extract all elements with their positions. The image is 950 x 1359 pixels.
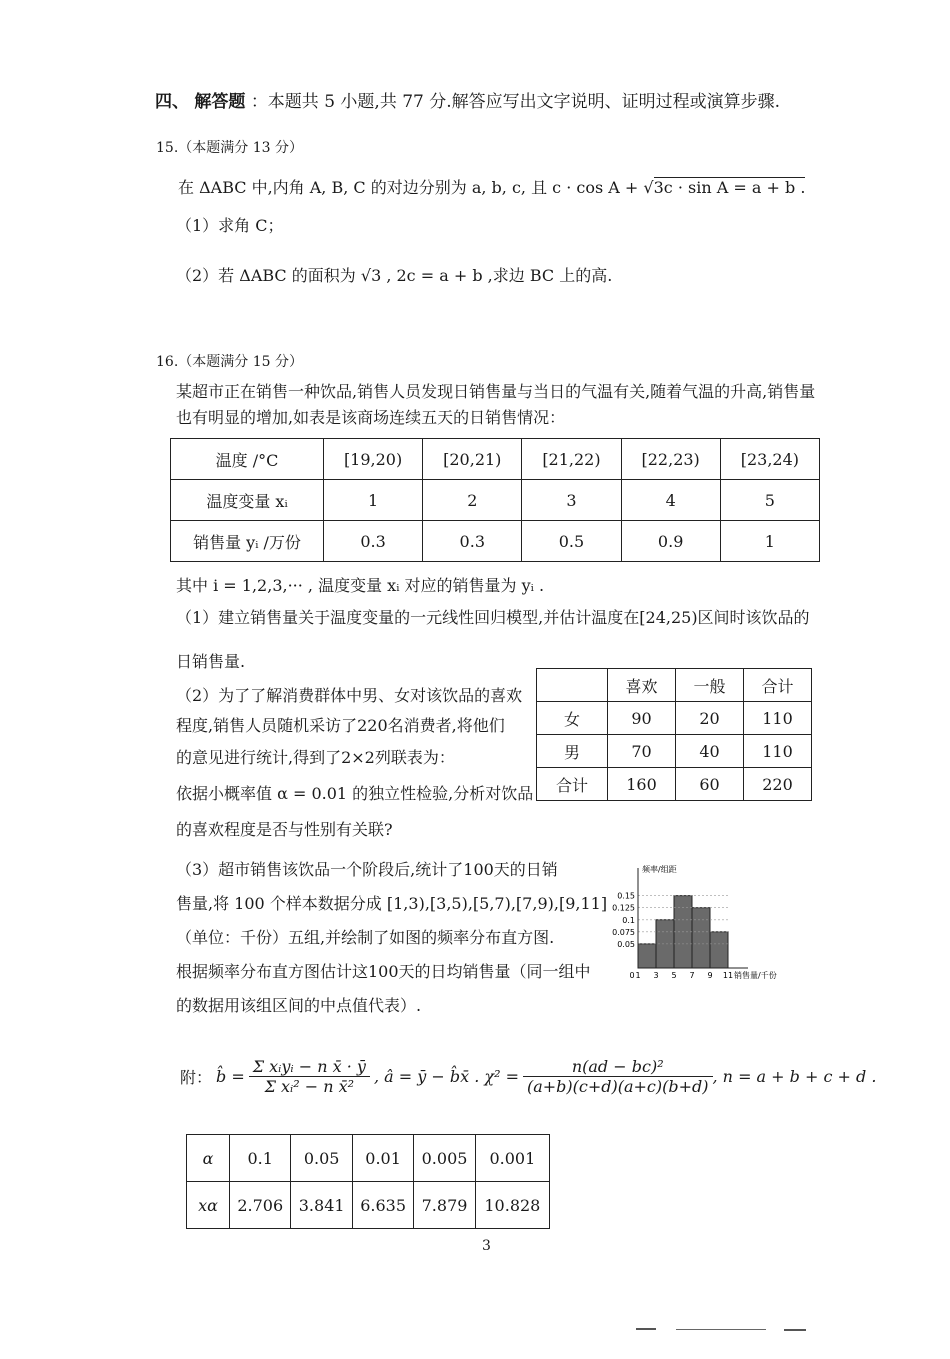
table-cell: 90 (608, 702, 676, 735)
q16-part3-line: 的数据用该组区间的中点值代表）. (176, 996, 422, 1015)
table-cell: 0.5 (522, 521, 621, 562)
table-cell (537, 669, 608, 702)
y-tick-label: 0.05 (617, 939, 635, 949)
table-cell: 60 (676, 768, 744, 801)
q16-part3-line: （单位：千份）五组,并绘制了如图的频率分布直方图. (176, 928, 555, 947)
q16-part1-b: 日销售量. (176, 652, 246, 671)
q15-stem-b: 3c · sin A = a + b . (653, 178, 806, 197)
q16-part2-line: 程度,销售人员随机采访了220名消费者,将他们 (176, 716, 505, 735)
scan-mark (784, 1329, 806, 1331)
q16-intro-1: 某超市正在销售一种饮品,销售人员发现日销售量与当日的气温有关,随着气温的升高,销售量 (176, 382, 816, 401)
table-row (537, 669, 812, 702)
table-row (187, 1135, 550, 1182)
y-tick-label: 0.1 (622, 915, 635, 925)
q16-part1-a: （1）建立销售量关于温度变量的一元线性回归模型,并估计温度在[24,25)区间时该饮品的 (176, 608, 810, 627)
x-tick-label: 3 (653, 971, 659, 980)
table-cell: 0.01 (352, 1135, 413, 1182)
table-cell: [22,23) (621, 439, 720, 480)
table-row (537, 735, 812, 768)
q16-part2-line: （2）为了了解消费群体中男、女对该饮品的喜欢 (176, 686, 523, 705)
table-cell: 温度 /°C (171, 439, 324, 480)
q15-stem-a: 在 ΔABC 中,内角 A, B, C 的对边分别为 a, b, c, 且 c · cos A + (178, 178, 644, 197)
q16-note: 其中 i = 1,2,3,··· , 温度变量 xᵢ 对应的销售量为 yᵢ . (176, 576, 545, 595)
table-row (171, 521, 820, 562)
table-row (187, 1182, 550, 1229)
b-denominator: Σ xᵢ² − n x̄² (264, 1076, 355, 1096)
b-hat-symbol: b̂ = (216, 1066, 245, 1086)
table-cell: [19,20) (324, 439, 423, 480)
q16-intro-2: 也有明显的增加,如表是该商场连续五天的日销售情况： (176, 408, 566, 427)
table-cell: 110 (744, 702, 812, 735)
q15-part2 (176, 266, 612, 286)
table-cell: 合计 (537, 768, 608, 801)
page-number: 3 (482, 1238, 491, 1254)
x-tick-label: 1 (635, 971, 641, 980)
table-cell: 110 (744, 735, 812, 768)
chi-denominator: (a+b)(c+d)(a+c)(b+d) (526, 1076, 709, 1096)
q16-part3-line: 售量,将 100 个样本数据分成 [1,3),[3,5),[5,7),[7,9),[9,11] (176, 894, 608, 913)
table-cell: 160 (608, 768, 676, 801)
q15-part1: （1）求角 C； (176, 216, 284, 235)
formula-mid: , â = ȳ − b̂x̄ . χ² = (373, 1066, 519, 1086)
contingency-table (536, 668, 812, 801)
table-cell: 销售量 yᵢ /万份 (171, 521, 324, 562)
chi-fraction (523, 1057, 713, 1096)
q16-part2-line: 的意见进行统计,得到了2×2列联表为： (176, 748, 455, 767)
table-cell: 4 (621, 480, 720, 521)
table-cell: 男 (537, 735, 608, 768)
table-row (171, 480, 820, 521)
table-cell: 合计 (744, 669, 812, 702)
x-tick-label: 7 (689, 971, 695, 980)
histogram-bar (692, 908, 710, 968)
frequency-histogram (600, 856, 800, 986)
table-cell: 220 (744, 768, 812, 801)
table-cell: 喜欢 (608, 669, 676, 702)
table-cell: 70 (608, 735, 676, 768)
table-cell: 40 (676, 735, 744, 768)
table-cell: [20,21) (423, 439, 522, 480)
section-header (155, 92, 780, 112)
y-tick-label: 0.125 (612, 903, 635, 913)
q15-part2-b: 3 , 2c = a + b ,求边 BC 上的高. (371, 266, 613, 285)
table-row (171, 439, 820, 480)
table-cell: 1 (324, 480, 423, 521)
table-cell: 2.706 (230, 1182, 291, 1229)
y-tick-label: 0.075 (612, 927, 635, 937)
x-tick-label: 0 (629, 971, 635, 980)
section-desc: ：本题共 5 小题,共 77 分.解答应写出文字说明、证明过程或演算步骤. (250, 92, 781, 112)
q15-part2-a: （2）若 ΔABC 的面积为 (176, 266, 361, 285)
table-cell: [23,24) (720, 439, 819, 480)
sqrt-icon: √ (360, 266, 372, 285)
critical-value-table (186, 1134, 550, 1229)
table-cell: 5 (720, 480, 819, 521)
table-cell: 0.3 (423, 521, 522, 562)
table-cell: 0.05 (291, 1135, 352, 1182)
table-row (537, 768, 812, 801)
section-title: 解答题 (194, 92, 246, 112)
table-cell: 3.841 (291, 1182, 352, 1229)
b-numerator: Σ xᵢyᵢ − n x̄ · ȳ (249, 1057, 370, 1077)
table-cell: 0.9 (621, 521, 720, 562)
table-cell: 女 (537, 702, 608, 735)
table-cell: 7.879 (414, 1182, 475, 1229)
formula-prefix: 附： (180, 1067, 213, 1087)
table-cell: 20 (676, 702, 744, 735)
sqrt-icon: √ (643, 178, 654, 197)
table-cell: 一般 (676, 669, 744, 702)
formula-suffix: , n = a + b + c + d . (712, 1066, 877, 1086)
q16-part2-line: 的喜欢程度是否与性别有关联? (176, 820, 393, 839)
table-cell: 6.635 (352, 1182, 413, 1229)
y-tick-label: 0.15 (617, 891, 635, 901)
table-cell: 0.005 (414, 1135, 475, 1182)
table-cell: 0.001 (475, 1135, 549, 1182)
table-cell: 10.828 (475, 1182, 549, 1229)
table-cell: 2 (423, 480, 522, 521)
b-fraction (249, 1057, 370, 1096)
y-axis-label: 频率/组距 (642, 865, 677, 874)
q16-part3-line: （3）超市销售该饮品一个阶段后,统计了100天的日销 (176, 860, 558, 879)
scan-mark (676, 1329, 766, 1330)
q16-part2-line: 依据小概率值 α = 0.01 的独立性检验,分析对饮品 (176, 784, 534, 803)
table-cell: 温度变量 xᵢ (171, 480, 324, 521)
q16-head: 16.（本题满分 15 分） (156, 354, 303, 370)
formula-block (180, 1036, 876, 1116)
table-cell: α (187, 1135, 230, 1182)
x-tick-label: 5 (671, 971, 677, 980)
scan-mark (636, 1328, 656, 1330)
table-cell: 0.3 (324, 521, 423, 562)
table-cell: xα (187, 1182, 230, 1229)
table-cell: 1 (720, 521, 819, 562)
histogram-bar (638, 944, 656, 968)
table-cell: [21,22) (522, 439, 621, 480)
q16-part3-line: 根据频率分布直方图估计这100天的日均销售量（同一组中 (176, 962, 591, 981)
table-cell: 0.1 (230, 1135, 291, 1182)
q15-stem (178, 178, 805, 198)
x-tick-label: 11 (722, 971, 734, 980)
histogram-bar (710, 932, 728, 968)
chi-numerator: n(ad − bc)² (523, 1057, 713, 1077)
q15-head: 15.（本题满分 13 分） (156, 140, 303, 156)
temperature-sales-table (170, 438, 820, 562)
table-cell: 3 (522, 480, 621, 521)
x-axis-label: 销售量/千份 (734, 971, 777, 980)
table-row (537, 702, 812, 735)
x-tick-label: 9 (707, 971, 713, 980)
section-label: 四、 (155, 92, 189, 112)
